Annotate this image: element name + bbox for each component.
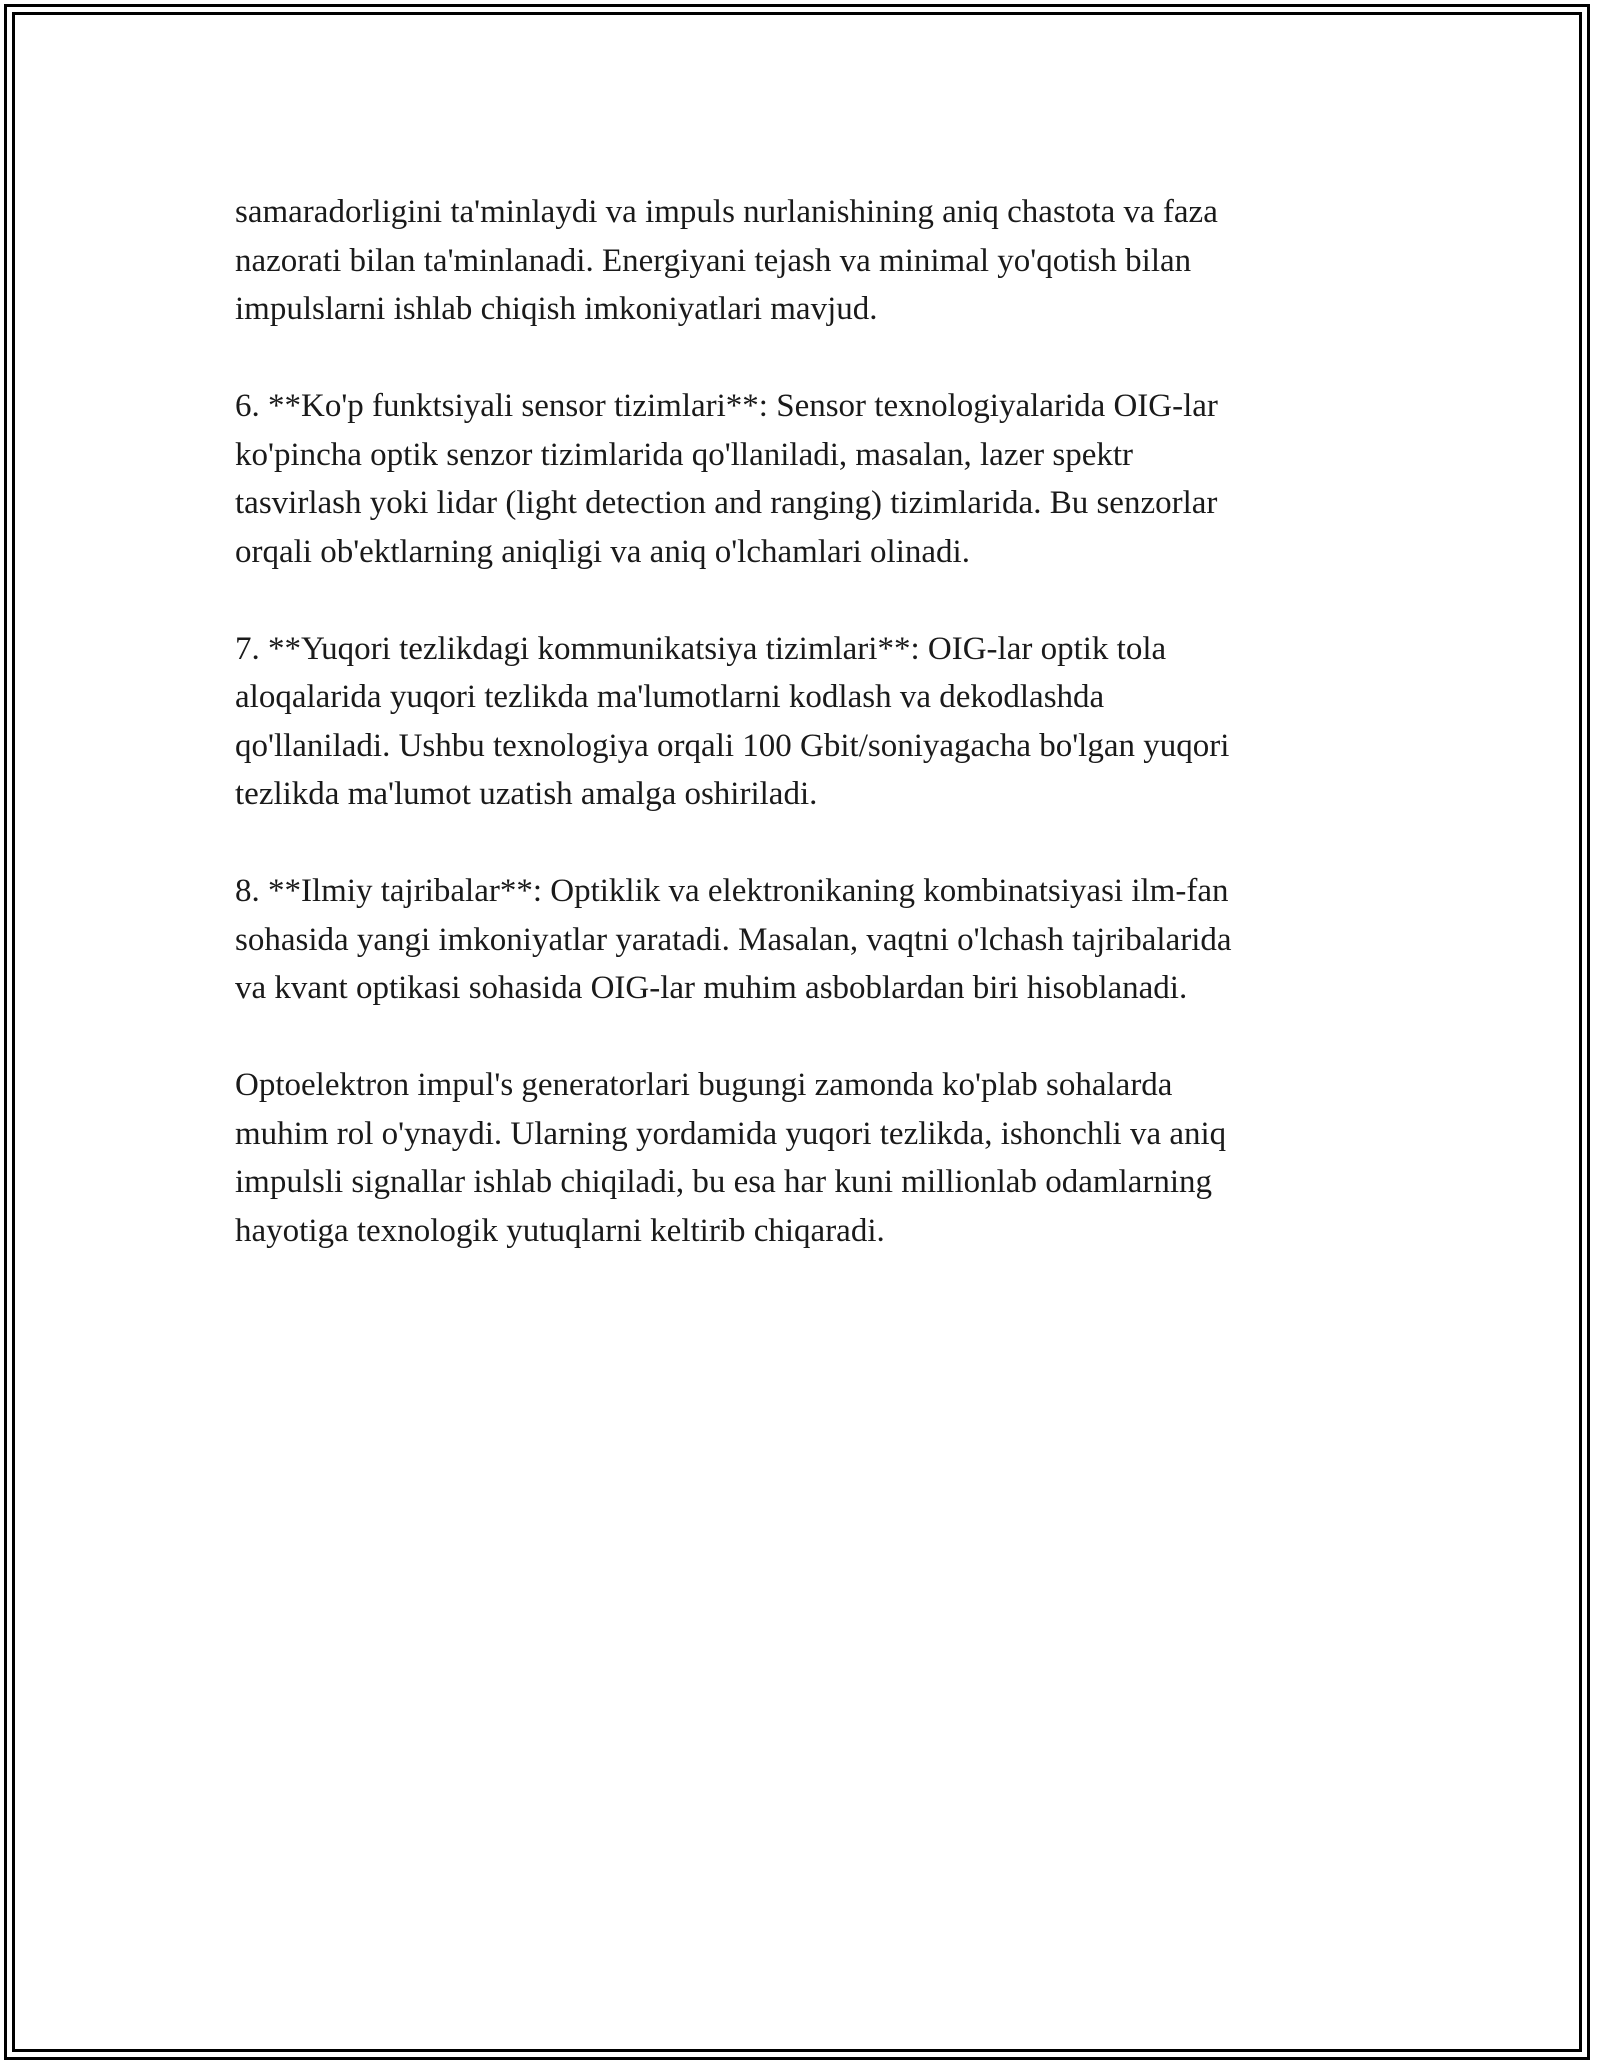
text-line: tasvirlash yoki lidar (light detection and ranging) tizimlarida. Bu senzorlar [235,485,1218,521]
text-line: 6. **Ko'p funktsiyali sensor tizimlari**: Sensor texnologiyalarida OIG-lar [235,388,1218,424]
text-line: nazorati bilan ta'minlanadi. Energiyani tejash va minimal yo'qotish bilan [235,242,1192,279]
paragraph-conclusion [235,1061,1365,1255]
paragraph-item-7 [235,625,1365,819]
text-line: tezlikda ma'lumot uzatish amalga oshiriladi. [235,776,818,812]
paragraph-item-6 [235,382,1365,576]
text-line: muhim rol o'ynaydi. Ularning yordamida yuqori tezlikda, ishonchli va aniq [235,1115,1227,1152]
text-line: aloqalarida yuqori tezlikda ma'lumotlarni kodlash va dekodlashda [235,679,1105,715]
text-line: va kvant optikasi sohasida OIG-lar muhim asboblardan biri hisoblanadi. [235,970,1188,1006]
text-line: sohasida yangi imkoniyatlar yaratadi. Masalan, vaqtni o'lchash tajribalarida [235,921,1232,958]
text-line: 7. **Yuqori tezlikdagi kommunikatsiya tizimlari**: OIG-lar optik tola [235,630,1167,667]
text-line: samaradorligini ta'minlaydi va impuls nurlanishining aniq chastota va faza [235,194,1218,230]
text-line: ko'pincha optik senzor tizimlarida qo'llaniladi, masalan, lazer spektr [235,436,1134,473]
paragraph-continuation [235,188,1365,334]
text-line: hayotiga texnologik yutuqlarni keltirib chiqaradi. [235,1212,885,1249]
text-line: Optoelektron impul's generatorlari bugungi zamonda ko'plab sohalarda [235,1067,1173,1103]
text-line: impulslarni ishlab chiqish imkoniyatlari mavjud. [235,291,878,327]
text-line: orqali ob'ektlarning aniqligi va aniq o'lchamlari olinadi. [235,533,970,570]
text-line: 8. **Ilmiy tajribalar**: Optiklik va elektronikaning kombinatsiyasi ilm-fan [235,873,1229,909]
text-line: impulsli signallar ishlab chiqiladi, bu esa har kuni millionlab odamlarning [235,1164,1212,1200]
text-line: qo'llaniladi. Ushbu texnologiya orqali 100 Gbit/soniyagacha bo'lgan yuqori [235,727,1230,764]
paragraph-item-8 [235,867,1365,1013]
document-body [235,188,1365,1304]
